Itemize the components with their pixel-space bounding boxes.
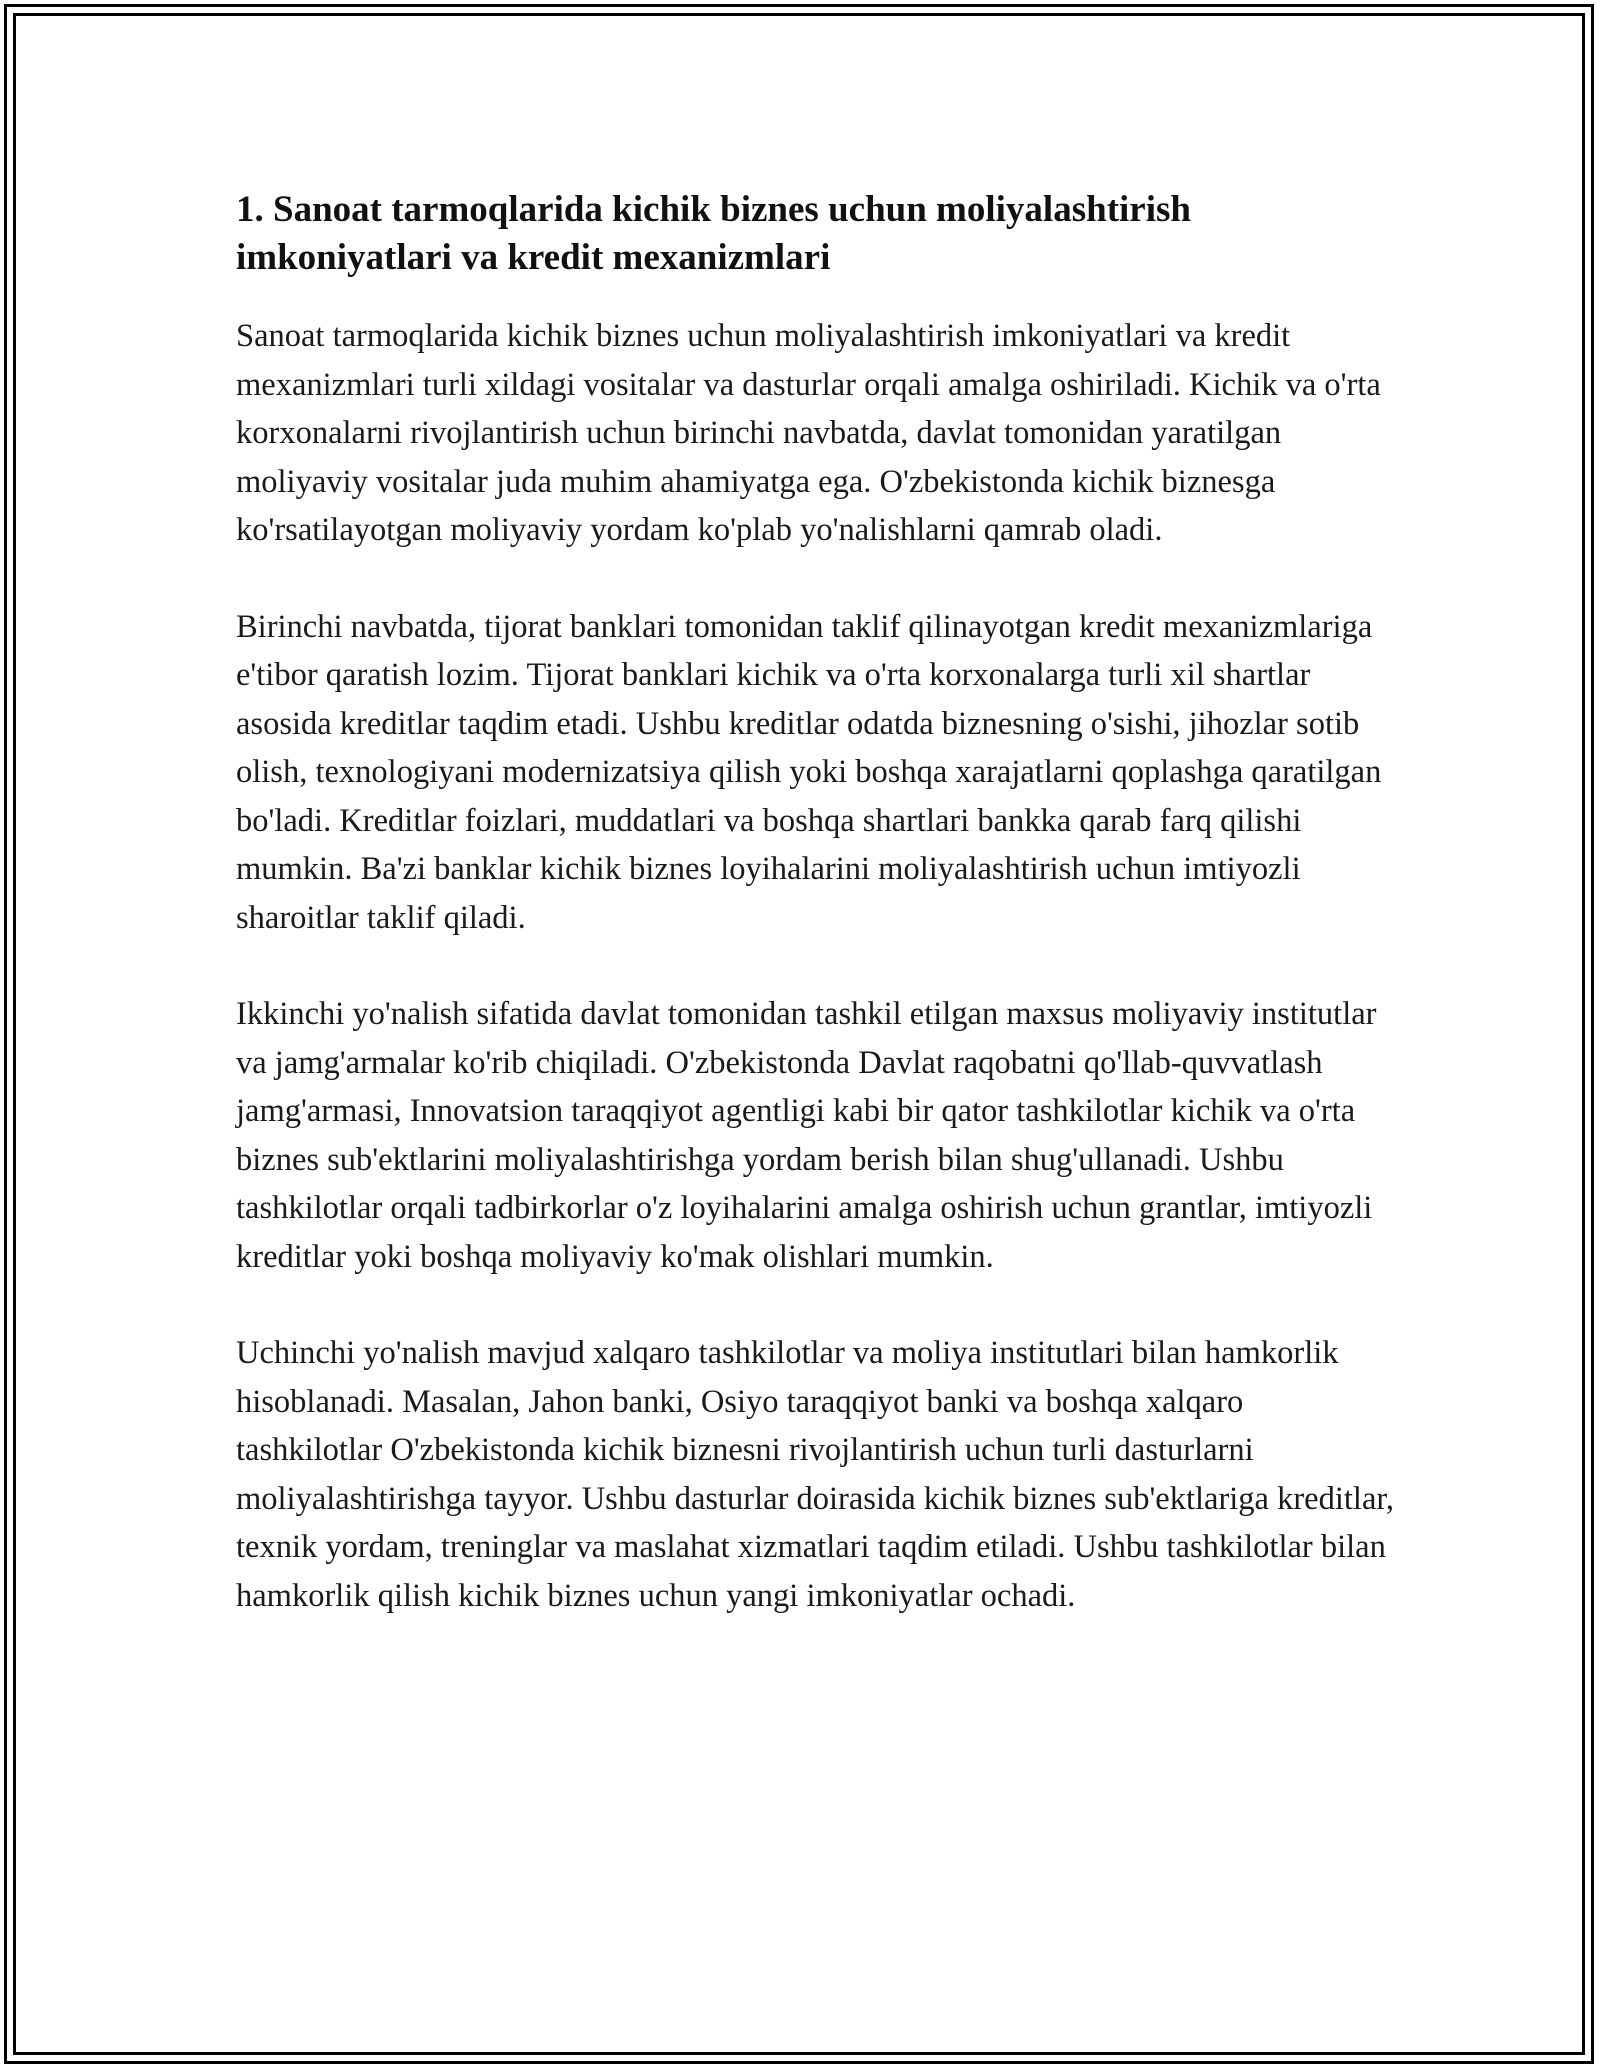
paragraph-3: Ikkinchi yo'nalish sifatida davlat tomonidan tashkil etilgan maxsus moliyaviy institutlar va jamg'armalar ko'rib chiqiladi. O'zbekistonda Davlat raqobatni qo'llab-quvvatlash jamg'armasi, Innovatsion taraqqiyot agentligi kabi bir qator tashkilotlar kichik va o'rta biznes sub'ektlarini moliyalashtirishga yordam berish bilan shug'ullanadi. Ushbu tashkilotlar orqali tadbirkorlar o'z loyihalarini amalga oshirish uchun grantlar, imtiyozli kreditlar yoki boshqa moliyaviy ko'mak olishlari mumkin. xyxy=(236,996,1377,1275)
paragraph-4: Uchinchi yo'nalish mavjud xalqaro tashkilotlar va moliya institutlari bilan hamkorlik hisoblanadi. Masalan, Jahon banki, Osiyo taraqqiyot banki va boshqa xalqaro tashkilotlar O'zbekistonda kichik biznesni rivojlantirish uchun turli dasturlarni moliyalashtirishga tayyor. Ushbu dasturlar doirasida kichik biznes sub'ektlariga kreditlar, texnik yordam, treninglar va maslahat xizmatlari taqdim etiladi. Ushbu tashkilotlar bilan hamkorlik qilish kichik biznes uchun yangi imkoniyatlar ochadi. xyxy=(236,1335,1395,1614)
paragraph-2: Birinchi navbatda, tijorat banklari tomonidan taklif qilinayotgan kredit mexanizmlariga e'tibor qaratish lozim. Tijorat banklari kichik va o'rta korxonalarga turli xil shartlar asosida kreditlar taqdim etadi. Ushbu kreditlar odatda biznesning o'sishi, jihozlar sotib olish, texnologiyani modernizatsiya qilish yoki boshqa xarajatlarni qoplashga qaratilgan bo'ladi. Kreditlar foizlari, muddatlari va boshqa shartlari bankka qarab farq qilishi mumkin. Ba'zi banklar kichik biznes loyihalarini moliyalashtirish uchun imtiyozli sharoitlar taklif qiladi. xyxy=(236,608,1382,936)
document-body xyxy=(236,186,1396,1668)
paragraph-1: Sanoat tarmoqlarida kichik biznes uchun moliyalashtirish imkoniyatlari va kredit mexanizmlari turli xildagi vositalar va dasturlar orqali amalga oshiriladi. Kichik va o'rta korxonalarni rivojlantirish uchun birinchi navbatda, davlat tomonidan yaratilgan moliyaviy vositalar juda muhim ahamiyatga ega. O'zbekistonda kichik biznesga ko'rsatilayotgan moliyaviy yordam ko'plab yo'nalishlarni qamrab oladi. xyxy=(236,318,1381,548)
section-heading: 1. Sanoat tarmoqlarida kichik biznes uchun moliyalashtirish imkoniyatlari va kredit mexanizmlari xyxy=(236,189,1191,278)
